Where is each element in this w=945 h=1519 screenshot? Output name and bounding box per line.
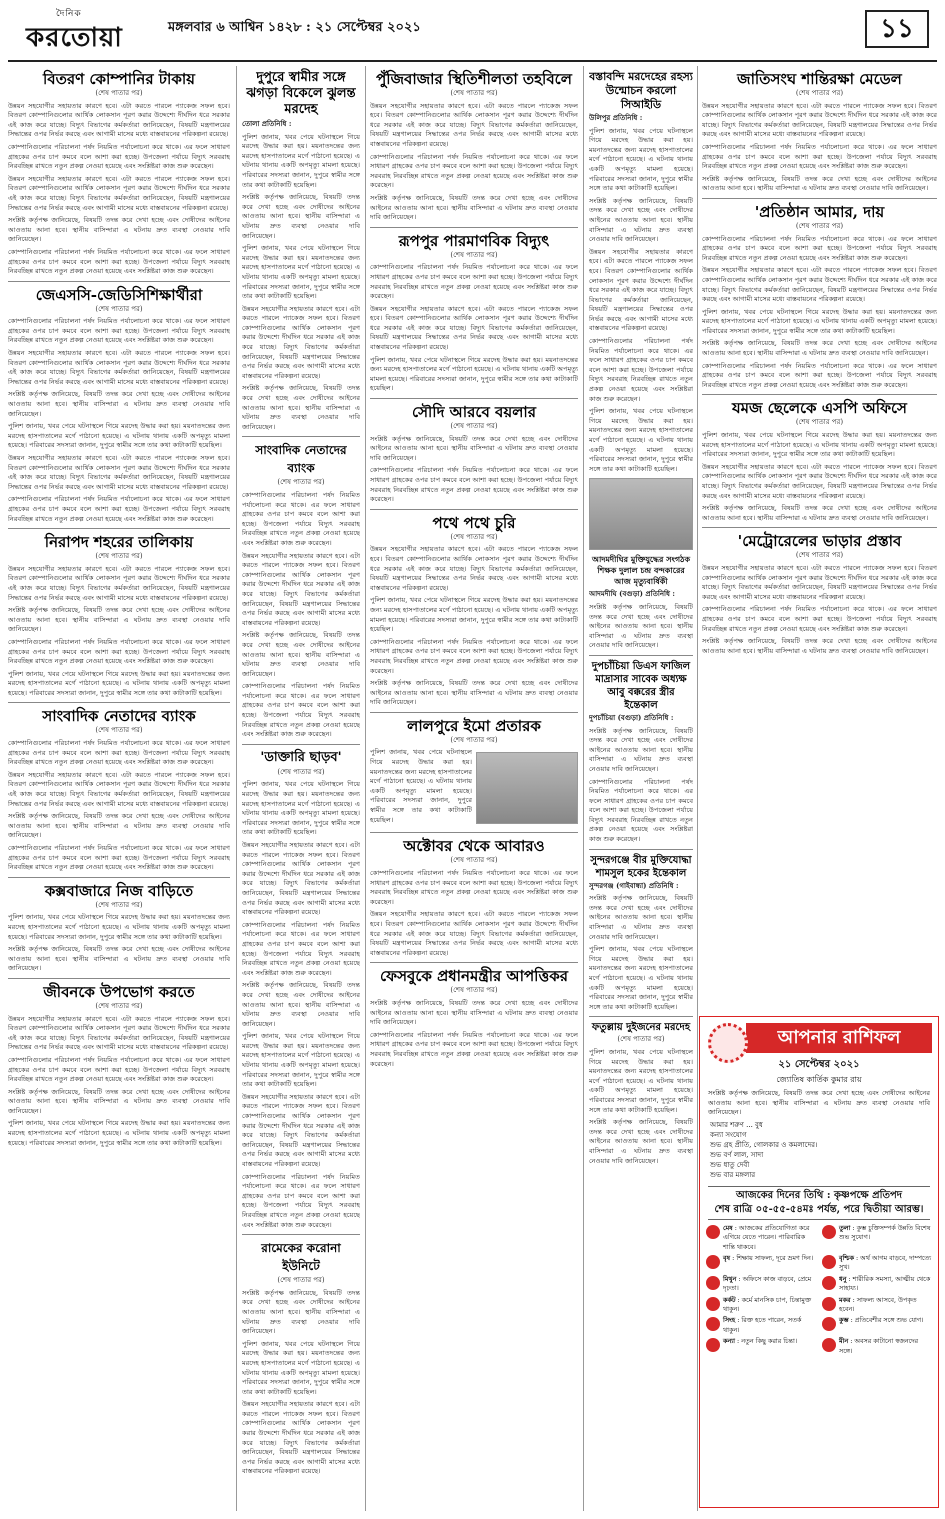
article-text: পুলিশ জানায়, খবর পেয়ে ঘটনাস্থলে গিয়ে মরদেহ উদ্ধার করা হয়। ময়নাতদন্তের জন্য মরদেহ হাসপাতালের মর্গে পাঠানো হয়েছে। এ ঘটনায় থানায় একটি অপমৃত্যু মামলা হয়েছে। পরিবারের সদস্যরা জানান, দুপুরে স্বামীর সঙ্গে তার কথা কাটাকাটি হয়েছিল। <box>8 669 230 697</box>
article-text: উন্নয়ন সহযোগীর সহায়তার কারণে হবে। এটা করতে পারলে প্যাকেজ সফল হবে। বিতরণ কোম্পানিগুলোর আর্থিক লোকসান পূরণ করার উদ্দেশ্যে দীর্ঘদিন ধরে সরকার এই কাজ করে যাচ্ছে। বিদ্যুৎ বিভাগের কর্মকর্তারা জানিয়েছেন, বিষয়টি মন্ত্রণালয়ের সিদ্ধান্তের ওপর নির্ভর করছে এবং আগামী মাসের মধ্যে বাস্তবায়নের পরিকল্পনা রয়েছে। <box>702 101 937 139</box>
zodiac-sign: সিংহ : রিক্ত হতে পারেন, সতর্ক থাকুন। <box>706 1316 816 1335</box>
article-text: সংশ্লিষ্ট কর্তৃপক্ষ জানিয়েছে, বিষয়টি তদন্ত করে দেখা হচ্ছে এবং দোষীদের আইনের আওতায় আনা হবে। স্থানীয় বাসিন্দারা এ ঘটনায় দ্রুত ব্যবস্থা নেওয়ার দাবি জানিয়েছেন। <box>702 637 937 655</box>
continued-note: (শেষ পাতার পর) <box>277 478 325 487</box>
article-text: সংশ্লিষ্ট কর্তৃপক্ষ জানিয়েছে, বিষয়টি তদন্ত করে দেখা হচ্ছে এবং দোষীদের আইনের আওতায় আনা হবে। স্থানীয় বাসিন্দারা এ ঘটনায় দ্রুত ব্যবস্থা নেওয়ার দাবি জানিয়েছেন। <box>702 504 937 522</box>
divider <box>8 702 230 703</box>
headline: নিরাপদ শহরের তালিকায় <box>44 533 194 552</box>
sign-text: আজকের প্রতিযোগিতা করে এগিয়ে যেতে পারেন। পারিবারিক শান্তি থাকবে। <box>723 1223 810 1251</box>
article-text: কোম্পানিগুলোর পরিচালনা পর্ষদ নিয়মিত পর্যালোচনা করে থাকে। এর ফলে সাধারণ গ্রাহকের ওপর চাপ কমবে বলে আশা করা হচ্ছে। উপজেলা পর্যায়ে বিদ্যুৎ সরবরাহ নিরবচ্ছিন্ন রাখতে নতুন প্রকল্প নেওয়া হয়েছে এবং সংশ্লিষ্টরা কাজ শুরু করেছেন। <box>8 142 230 171</box>
pisces-icon <box>822 1338 836 1352</box>
continued-note: (শেষ পাতার পর) <box>450 532 498 541</box>
article-text: কোম্পানিগুলোর পরিচালনা পর্ষদ নিয়মিত পর্যালোচনা করে থাকে। এর ফলে সাধারণ গ্রাহকের ওপর চাপ কমবে বলে আশা করা হচ্ছে। উপজেলা পর্যায়ে বিদ্যুৎ সরবরাহ নিরবচ্ছিন্ন রাখতে নতুন প্রকল্প নেওয়া হয়েছে এবং সংশ্লিষ্টরা কাজ শুরু করেছেন। <box>589 777 693 844</box>
article-text: কোম্পানিগুলোর পরিচালনা পর্ষদ নিয়মিত পর্যালোচনা করে থাকে। এর ফলে সাধারণ গ্রাহকের ওপর চাপ কমবে বলে আশা করা হচ্ছে। উপজেলা পর্যায়ে বিদ্যুৎ সরবরাহ নিরবচ্ছিন্ন রাখতে নতুন প্রকল্প নেওয়া হয়েছে এবং সংশ্লিষ্টরা কাজ শুরু করেছেন। <box>8 637 230 666</box>
continued-note: (শেষ পাতার পর) <box>795 418 844 427</box>
headline: রূপপুর পারমাণবিক বিদ্যুৎ <box>398 231 550 250</box>
article-text: সংশ্লিষ্ট কর্তৃপক্ষ জানিয়েছে, বিষয়টি তদন্ত করে দেখা হচ্ছে এবং দোষীদের আইনের আওতায় আনা হবে। স্থানীয় বাসিন্দারা এ ঘটনায় দ্রুত ব্যবস্থা নেওয়ার দাবি জানিয়েছেন। <box>242 193 360 240</box>
planet-row: শুভ ধাতু দেবী <box>710 1160 750 1169</box>
article-text: কোম্পানিগুলোর পরিচালনা পর্ষদ নিয়মিত পর্যালোচনা করে থাকে। এর ফলে সাধারণ গ্রাহকের ওপর চাপ কমবে বলে আশা করা হচ্ছে। উপজেলা পর্যায়ে বিদ্যুৎ সরবরাহ নিরবচ্ছিন্ন রাখতে নতুন প্রকল্প নেওয়া হয়েছে এবং সংশ্লিষ্টরা কাজ শুরু করেছেন। <box>8 317 230 345</box>
headline: কক্সবাজারে নিজ বাড়িতে <box>44 881 194 900</box>
article-text: কোম্পানিগুলোর পরিচালনা পর্ষদ নিয়মিত পর্যালোচনা করে থাকে। এর ফলে সাধারণ গ্রাহকের ওপর চাপ কমবে বলে আশা করা হচ্ছে। উপজেলা পর্যায়ে বিদ্যুৎ সরবরাহ নিরবচ্ছিন্ন রাখতে নতুন প্রকল্প নেওয়া হয়েছে এবং সংশ্লিষ্টরা কাজ শুরু করেছেন। <box>8 739 230 767</box>
sign-text: কর্মে মানসিক চাপ, চিন্তামুক্ত থাকুন। <box>723 1295 812 1314</box>
article-text: পুলিশ জানায়, খবর পেয়ে ঘটনাস্থলে গিয়ে মরদেহ উদ্ধার করা হয়। ময়নাতদন্তের জন্য মরদেহ হাসপাতালের মর্গে পাঠানো হয়েছে। এ ঘটনায় থানায় একটি অপমৃত্যু মামলা হয়েছে। পরিবারের সদস্যরা জানান, দুপুরে স্বামীর সঙ্গে তার কথা কাটাকাটি হয়েছিল। <box>370 355 578 393</box>
article-text: সংশ্লিষ্ট কর্তৃপক্ষ জানিয়েছে, বিষয়টি তদন্ত করে দেখা হচ্ছে এবং দোষীদের আইনের আওতায় আনা হবে। স্থানীয় বাসিন্দারা এ ঘটনায় দ্রুত ব্যবস্থা নেওয়ার দাবি জানিয়েছেন। <box>702 174 937 193</box>
article-text: কোম্পানিগুলোর পরিচালনা পর্ষদ নিয়মিত পর্যালোচনা করে থাকে। এর ফলে সাধারণ গ্রাহকের ওপর চাপ কমবে বলে আশা করা হচ্ছে। উপজেলা পর্যায়ে বিদ্যুৎ সরবরাহ নিরবচ্ছিন্ন রাখতে নতুন প্রকল্প নেওয়া হয়েছে এবং সংশ্লিষ্টরা কাজ শুরু করেছেন। <box>702 142 937 171</box>
capricorn-icon <box>822 1297 836 1311</box>
divider <box>589 655 693 656</box>
virgo-icon <box>706 1338 720 1352</box>
article-text: কোম্পানিগুলোর পরিচালনা পর্ষদ নিয়মিত পর্যালোচনা করে থাকে। এর ফলে সাধারণ গ্রাহকের ওপর চাপ কমবে বলে আশা করা হচ্ছে। উপজেলা পর্যায়ে বিদ্যুৎ সরবরাহ নিরবচ্ছিন্ন রাখতে নতুন প্রকল্প নেওয়া হয়েছে এবং সংশ্লিষ্টরা কাজ শুরু করেছেন। <box>8 495 230 523</box>
sign-name: কন্যা <box>723 1337 735 1346</box>
zodiac-sign: কুম্ভ : প্রতিবেশীর সঙ্গে শুভ যোগ। <box>822 1316 932 1335</box>
continued-note: (শেষ পাতার পর) <box>450 986 498 995</box>
logo-small-text: দৈনিক <box>56 9 82 19</box>
cancer-icon <box>706 1297 720 1311</box>
article-text: সংশ্লিষ্ট কর্তৃপক্ষ জানিয়েছে, বিষয়টি তদন্ত করে দেখা হচ্ছে এবং দোষীদের আইনের আওতায় আনা হবে। স্থানীয় বাসিন্দারা এ ঘটনায় দ্রুত ব্যবস্থা নেওয়ার দাবি জানিয়েছেন। <box>8 812 230 840</box>
article-text: কোম্পানিগুলোর পরিচালনা পর্ষদ নিয়মিত পর্যালোচনা করে থাকে। এর ফলে সাধারণ গ্রাহকের ওপর চাপ কমবে বলে আশা করা হচ্ছে। উপজেলা পর্যায়ে বিদ্যুৎ সরবরাহ নিরবচ্ছিন্ন রাখতে নতুন প্রকল্প নেওয়া হয়েছে এবং সংশ্লিষ্টরা কাজ শুরু করেছেন। <box>702 234 937 262</box>
article-text: উন্নয়ন সহযোগীর সহায়তার কারণে হবে। এটা করতে পারলে প্যাকেজ সফল হবে। বিতরণ কোম্পানিগুলোর আর্থিক লোকসান পূরণ করার উদ্দেশ্যে দীর্ঘদিন ধরে সরকার এই কাজ করে যাচ্ছে। বিদ্যুৎ বিভাগের কর্মকর্তারা জানিয়েছেন, বিষয়টি মন্ত্রণালয়ের সিদ্ধান্তের ওপর নির্ভর করছে এবং আগামী মাসের মধ্যে বাস্তবায়নের পরিকল্পনা রয়েছে। <box>8 349 230 386</box>
article-text: পুলিশ জানায়, খবর পেয়ে ঘটনাস্থলে গিয়ে মরদেহ উদ্ধার করা হয়। ময়নাতদন্তের জন্য মরদেহ হাসপাতালের মর্গে পাঠানো হয়েছে। এ ঘটনায় থানায় একটি অপমৃত্যু মামলা হয়েছে। পরিবারের সদস্যরা জানান, দুপুরে স্বামীর সঙ্গে তার কথা কাটাকাটি হয়েছিল। <box>589 945 693 1011</box>
tithi-line: শেষ রাত্রি ০৫-৫৫-৫৪মঃ পর্যন্ত, পরে দ্বিতীয়া আরম্ভ। <box>714 1203 924 1215</box>
headline: অক্টোবর থেকে আবারও <box>403 837 545 856</box>
zodiac-sign: মেষ : আজকের প্রতিযোগিতা করে এগিয়ে যেতে পারেন। পারিবারিক শান্তি থাকবে। <box>706 1224 816 1252</box>
continued-note: (শেষ পাতার পর) <box>95 726 143 735</box>
article-text: পুলিশ জানায়, খবর পেয়ে ঘটনাস্থলে গিয়ে মরদেহ উদ্ধার করা হয়। ময়নাতদন্তের জন্য মরদেহ হাসপাতালের মর্গে পাঠানো হয়েছে। এ ঘটনায় থানায় একটি অপমৃত্যু মামলা হয়েছে। পরিবারের সদস্যরা জানান, দুপুরে স্বামীর সঙ্গে তার কথা কাটাকাটি হয়েছিল। <box>589 407 693 473</box>
divider <box>242 1234 360 1235</box>
divider <box>370 962 578 963</box>
article-text: পুলিশ জানায়, খবর পেয়ে ঘটনাস্থলে গিয়ে মরদেহ উদ্ধার করা হয়। ময়নাতদন্তের জন্য মরদেহ হাসপাতালের মর্গে পাঠানো হয়েছে। এ ঘটনায় থানায় একটি অপমৃত্যু মামলা হয়েছে। পরিবারের সদস্যরা জানান, দুপুরে স্বামীর সঙ্গে তার কথা কাটাকাটি হয়েছিল। <box>242 132 360 189</box>
zodiac-sign: বৃশ্চিক : অর্থ আগম বাড়বে, দাম্পত্যে সুখ। <box>822 1254 932 1273</box>
article-text: পুলিশ জানায়, খবর পেয়ে ঘটনাস্থলে গিয়ে মরদেহ উদ্ধার করা হয়। ময়নাতদন্তের জন্য মরদেহ হাসপাতালের মর্গে পাঠানো হয়েছে। এ ঘটনায় থানায় একটি অপমৃত্যু মামলা হয়েছে। পরিবারের সদস্যরা জানান, দুপুরে স্বামীর সঙ্গে তার কথা কাটাকাটি হয়েছিল। <box>589 1047 693 1114</box>
article-text: উন্নয়ন সহযোগীর সহায়তার কারণে হবে। এটা করতে পারলে প্যাকেজ সফল হবে। বিতরণ কোম্পানিগুলোর আর্থিক লোকসান পূরণ করার উদ্দেশ্যে দীর্ঘদিন ধরে সরকার এই কাজ করে যাচ্ছে। বিদ্যুৎ বিভাগের কর্মকর্তারা জানিয়েছেন, বিষয়টি মন্ত্রণালয়ের সিদ্ধান্তের ওপর নির্ভর করছে এবং আগামী মাসের মধ্যে বাস্তবায়নের পরিকল্পনা রয়েছে। <box>370 101 578 148</box>
article-text: উন্নয়ন সহযোগীর সহায়তার কারণে হবে। এটা করতে পারলে প্যাকেজ সফল হবে। বিতরণ কোম্পানিগুলোর আর্থিক লোকসান পূরণ করার উদ্দেশ্যে দীর্ঘদিন ধরে সরকার এই কাজ করে যাচ্ছে। বিদ্যুৎ বিভাগের কর্মকর্তারা জানিয়েছেন, বিষয়টি মন্ত্রণালয়ের সিদ্ধান্তের ওপর নির্ভর করছে এবং আগামী মাসের মধ্যে বাস্তবায়নের পরিকল্পনা রয়েছে। <box>8 454 230 491</box>
article-text: পুলিশ জানায়, খবর পেয়ে ঘটনাস্থলে গিয়ে মরদেহ উদ্ধার করা হয়। ময়নাতদন্তের জন্য মরদেহ হাসপাতালের মর্গে পাঠানো হয়েছে। এ ঘটনায় থানায় একটি অপমৃত্যু মামলা হয়েছে। পরিবারের সদস্যরা জানান, দুপুরে স্বামীর সঙ্গে তার কথা কাটাকাটি হয়েছিল। <box>8 913 230 941</box>
byline: সুন্দরগঞ্জ (গাইবান্ধা) প্রতিনিধি : <box>589 880 679 890</box>
article-text: উন্নয়ন সহযোগীর সহায়তার কারণে হবে। এটা করতে পারলে প্যাকেজ সফল হবে। বিতরণ কোম্পানিগুলোর আর্থিক লোকসান পূরণ করার উদ্দেশ্যে দীর্ঘদিন ধরে সরকার এই কাজ করে যাচ্ছে। বিদ্যুৎ বিভাগের কর্মকর্তারা জানিয়েছেন, বিষয়টি মন্ত্রণালয়ের সিদ্ধান্তের ওপর নির্ভর করছে এবং আগামী মাসের মধ্যে বাস্তবায়নের পরিকল্পনা রয়েছে। <box>8 101 230 139</box>
continued-note: (শেষ পাতার পর) <box>95 552 143 561</box>
article-text: উন্নয়ন সহযোগীর সহায়তার কারণে হবে। এটা করতে পারলে প্যাকেজ সফল হবে। বিতরণ কোম্পানিগুলোর আর্থিক লোকসান পূরণ করার উদ্দেশ্যে দীর্ঘদিন ধরে সরকার এই কাজ করে যাচ্ছে। বিদ্যুৎ বিভাগের কর্মকর্তারা জানিয়েছেন, বিষয়টি মন্ত্রণালয়ের সিদ্ধান্তের ওপর নির্ভর করছে এবং আগামী মাসের মধ্যে বাস্তবায়নের পরিকল্পনা রয়েছে। <box>242 841 360 917</box>
article-text: সংশ্লিষ্ট কর্তৃপক্ষ জানিয়েছে, বিষয়টি তদন্ত করে দেখা হচ্ছে এবং দোষীদের আইনের আওতায় আনা হবে। স্থানীয় বাসিন্দারা এ ঘটনায় দ্রুত ব্যবস্থা নেওয়ার দাবি জানিয়েছেন। <box>8 1087 230 1115</box>
headline: বস্তাবন্দি মরদেহের রহস্য উন্মোচন করলো সিআইডি <box>589 70 693 111</box>
horoscope-box <box>699 1016 939 1508</box>
sign-name: বৃশ্চিক <box>839 1254 854 1262</box>
sign-name: মকর <box>839 1295 851 1304</box>
zodiac-sign: তুলা : কুম্ভ চুক্তিসম্পর্ক উন্নতি বিশেষ শুভ সুযোগ। <box>822 1224 932 1252</box>
article-text: উন্নয়ন সহযোগীর সহায়তার কারণে হবে। এটা করতে পারলে প্যাকেজ সফল হবে। বিতরণ কোম্পানিগুলোর আর্থিক লোকসান পূরণ করার উদ্দেশ্যে দীর্ঘদিন ধরে সরকার এই কাজ করে যাচ্ছে। বিদ্যুৎ বিভাগের কর্মকর্তারা জানিয়েছেন, বিষয়টি মন্ত্রণালয়ের সিদ্ধান্তের ওপর নির্ভর করছে এবং আগামী মাসের মধ্যে বাস্তবায়নের পরিকল্পনা রয়েছে। <box>589 247 693 333</box>
column-1 <box>8 66 230 1511</box>
planet-row: কন্যা সংযোগ <box>710 1130 747 1139</box>
divider <box>589 849 693 850</box>
article-text: পুলিশ জানায়, খবর পেয়ে ঘটনাস্থলে গিয়ে মরদেহ উদ্ধার করা হয়। ময়নাতদন্তের জন্য মরদেহ হাসপাতালের মর্গে পাঠানো হয়েছে। এ ঘটনায় থানায় একটি অপমৃত্যু মামলা হয়েছে। পরিবারের সদস্যরা জানান, দুপুরে স্বামীর সঙ্গে তার কথা কাটাকাটি হয়েছিল। <box>8 1119 230 1147</box>
continued-note: (শেষ পাতার পর) <box>95 1001 143 1010</box>
divider <box>370 227 578 228</box>
article-text: সংশ্লিষ্ট কর্তৃপক্ষ জানিয়েছে, বিষয়টি তদন্ত করে দেখা হচ্ছে এবং দোষীদের আইনের আওতায় আনা হবে। স্থানীয় বাসিন্দারা এ ঘটনায় দ্রুত ব্যবস্থা নেওয়ার দাবি জানিয়েছেন। <box>242 1288 360 1336</box>
sign-name: কর্কট <box>723 1295 736 1304</box>
column-2 <box>242 66 360 1511</box>
byline: আদমদীঘি (বগুড়া) প্রতিনিধি : <box>589 589 675 599</box>
tithi-title: আজকের দিনের তিথি : কৃষ্ণপক্ষে প্রতিপদ <box>736 1189 902 1201</box>
article-text: সংশ্লিষ্ট কর্তৃপক্ষ জানিয়েছে, বিষয়টি তদন্ত করে দেখা হচ্ছে এবং দোষীদের আইনের আওতায় আনা হবে। স্থানীয় বাসিন্দারা এ ঘটনায় দ্রুত ব্যবস্থা নেওয়ার দাবি জানিয়েছেন। <box>370 434 578 462</box>
imo-story-row <box>370 748 578 828</box>
aries-icon <box>706 1225 720 1239</box>
divider <box>370 712 578 713</box>
headline: ফেসবুকে প্রধানমন্ত্রীর আপত্তিকর <box>380 967 568 986</box>
headline: দুপুরে স্বামীর সঙ্গে ঝগড়া বিকেলে ঝুলন্ত মরদেহ <box>246 70 356 117</box>
divider <box>702 527 937 528</box>
imo-story-text <box>370 748 472 828</box>
article-text: পুলিশ জানায়, খবর পেয়ে ঘটনাস্থলে গিয়ে মরদেহ উদ্ধার করা হয়। ময়নাতদন্তের জন্য মরদেহ হাসপাতালের মর্গে পাঠানো হয়েছে। এ ঘটনায় থানায় একটি অপমৃত্যু মামলা হয়েছে। পরিবারের সদস্যরা জানান, দুপুরে স্বামীর সঙ্গে তার কথা কাটাকাটি হয়েছিল। <box>702 431 937 459</box>
leo-icon <box>706 1317 720 1331</box>
continued-note: (শেষ পাতার পর) <box>95 89 143 97</box>
logo-text: করতোয়া <box>26 23 123 53</box>
continued-note: (শেষ পাতার পর) <box>450 250 498 259</box>
continued-note: (শেষ পাতার পর) <box>450 89 498 97</box>
zodiac-wheel-icon <box>708 1023 748 1063</box>
divider <box>8 877 230 878</box>
portrait-photo <box>589 478 693 550</box>
article-text: কোম্পানিগুলোর পরিচালনা পর্ষদ নিয়মিত পর্যালোচনা করে থাকে। এর ফলে সাধারণ গ্রাহকের ওপর চাপ কমবে বলে আশা করা হচ্ছে। উপজেলা পর্যায়ে বিদ্যুৎ সরবরাহ নিরবচ্ছিন্ন রাখতে নতুন প্রকল্প নেওয়া হয়েছে এবং সংশ্লিষ্টরা কাজ শুরু করেছেন। <box>242 920 360 977</box>
sagittarius-icon <box>822 1276 836 1290</box>
article-text: উন্নয়ন সহযোগীর সহায়তার কারণে হবে। এটা করতে পারলে প্যাকেজ সফল হবে। বিতরণ কোম্পানিগুলোর আর্থিক লোকসান পূরণ করার উদ্দেশ্যে দীর্ঘদিন ধরে সরকার এই কাজ করে যাচ্ছে। বিদ্যুৎ বিভাগের কর্মকর্তারা জানিয়েছেন, বিষয়টি মন্ত্রণালয়ের সিদ্ধান্তের ওপর নির্ভর করছে এবং আগামী মাসের মধ্যে বাস্তবায়নের পরিকল্পনা রয়েছে। <box>370 545 578 592</box>
article-text: পুলিশ জানায়, খবর পেয়ে ঘটনাস্থলে গিয়ে মরদেহ উদ্ধার করা হয়। ময়নাতদন্তের জন্য মরদেহ হাসপাতালের মর্গে পাঠানো হয়েছে। এ ঘটনায় থানায় একটি অপমৃত্যু মামলা হয়েছে। পরিবারের সদস্যরা জানান, দুপুরে স্বামীর সঙ্গে তার কথা কাটাকাটি হয়েছিল। <box>242 244 360 301</box>
article-text: পুলিশ জানায়, খবর পেয়ে ঘটনাস্থলে গিয়ে মরদেহ উদ্ধার করা হয়। ময়নাতদন্তের জন্য মরদেহ হাসপাতালের মর্গে পাঠানো হয়েছে। এ ঘটনায় থানায় একটি অপমৃত্যু মামলা হয়েছে। পরিবারের সদস্যরা জানান, দুপুরে স্বামীর সঙ্গে তার কথা কাটাকাটি হয়েছিল। <box>242 1339 360 1396</box>
zodiac-sign: কর্কট : কর্মে মানসিক চাপ, চিন্তামুক্ত থাকুন। <box>706 1296 816 1315</box>
divider <box>8 978 230 979</box>
divider <box>370 509 578 510</box>
sign-text: সাফল্য আসবে, উপকৃত হবেন। <box>839 1295 917 1314</box>
planet-row: আমার শরুণ ... বুধ <box>710 1120 763 1129</box>
article-text: উন্নয়ন সহযোগীর সহায়তার কারণে হবে। এটা করতে পারলে প্যাকেজ সফল হবে। বিতরণ কোম্পানিগুলোর আর্থিক লোকসান পূরণ করার উদ্দেশ্যে দীর্ঘদিন ধরে সরকার এই কাজ করে যাচ্ছে। বিদ্যুৎ বিভাগের কর্মকর্তারা জানিয়েছেন, বিষয়টি মন্ত্রণালয়ের সিদ্ধান্তের ওপর নির্ভর করছে এবং আগামী মাসের মধ্যে বাস্তবায়নের পরিকল্পনা রয়েছে। <box>8 174 230 212</box>
column-3 <box>370 66 578 1511</box>
article-text: পুলিশ জানায়, খবর পেয়ে ঘটনাস্থলে গিয়ে মরদেহ উদ্ধার করা হয়। ময়নাতদন্তের জন্য মরদেহ হাসপাতালের মর্গে পাঠানো হয়েছে। এ ঘটনায় থানায় একটি অপমৃত্যু মামলা হয়েছে। পরিবারের সদস্যরা জানান, দুপুরে স্বামীর সঙ্গে তার কথা কাটাকাটি হয়েছিল। <box>242 1032 360 1089</box>
article-text: সংশ্লিষ্ট কর্তৃপক্ষ জানিয়েছে, বিষয়টি তদন্ত করে দেখা হচ্ছে এবং দোষীদের আইনের আওতায় আনা হবে। স্থানীয় বাসিন্দারা এ ঘটনায় দ্রুত ব্যবস্থা নেওয়ার দাবি জানিয়েছেন। <box>589 726 693 773</box>
continued-note: (শেষ পাতার পর) <box>450 422 498 431</box>
article-text: কোম্পানিগুলোর পরিচালনা পর্ষদ নিয়মিত পর্যালোচনা করে থাকে। এর ফলে সাধারণ গ্রাহকের ওপর চাপ কমবে বলে আশা করা হচ্ছে। উপজেলা পর্যায়ে বিদ্যুৎ সরবরাহ নিরবচ্ছিন্ন রাখতে নতুন প্রকল্প নেওয়া হয়েছে এবং সংশ্লিষ্টরা কাজ শুরু করেছেন। <box>370 869 578 906</box>
divider <box>370 832 578 833</box>
article-text: উন্নয়ন সহযোগীর সহায়তার কারণে হবে। এটা করতে পারলে প্যাকেজ সফল হবে। বিতরণ কোম্পানিগুলোর আর্থিক লোকসান পূরণ করার উদ্দেশ্যে দীর্ঘদিন ধরে সরকার এই কাজ করে যাচ্ছে। বিদ্যুৎ বিভাগের কর্মকর্তারা জানিয়েছেন, বিষয়টি মন্ত্রণালয়ের সিদ্ধান্তের ওপর নির্ভর করছে এবং আগামী মাসের মধ্যে বাস্তবায়নের পরিকল্পনা রয়েছে। <box>242 551 360 627</box>
article-text: উন্নয়ন সহযোগীর সহায়তার কারণে হবে। এটা করতে পারলে প্যাকেজ সফল হবে। বিতরণ কোম্পানিগুলোর আর্থিক লোকসান পূরণ করার উদ্দেশ্যে দীর্ঘদিন ধরে সরকার এই কাজ করে যাচ্ছে। বিদ্যুৎ বিভাগের কর্মকর্তারা জানিয়েছেন, বিষয়টি মন্ত্রণালয়ের সিদ্ধান্তের ওপর নির্ভর করছে এবং আগামী মাসের মধ্যে বাস্তবায়নের পরিকল্পনা রয়েছে। <box>242 304 360 380</box>
continued-note: (শেষ পাতার পর) <box>277 1276 325 1285</box>
headline: 'ডাক্তারি ছাড়ব' <box>260 749 342 765</box>
article-text: উন্নয়ন সহযোগীর সহায়তার কারণে হবে। এটা করতে পারলে প্যাকেজ সফল হবে। বিতরণ কোম্পানিগুলোর আর্থিক লোকসান পূরণ করার উদ্দেশ্যে দীর্ঘদিন ধরে সরকার এই কাজ করে যাচ্ছে। বিদ্যুৎ বিভাগের কর্মকর্তারা জানিয়েছেন, বিষয়টি মন্ত্রণালয়ের সিদ্ধান্তের ওপর নির্ভর করছে এবং আগামী মাসের মধ্যে বাস্তবায়নের পরিকল্পনা রয়েছে। <box>370 910 578 957</box>
article-text: কোম্পানিগুলোর পরিচালনা পর্ষদ নিয়মিত পর্যালোচনা করে থাকে। এর ফলে সাধারণ গ্রাহকের ওপর চাপ কমবে বলে আশা করা হচ্ছে। উপজেলা পর্যায়ে বিদ্যুৎ সরবরাহ নিরবচ্ছিন্ন রাখতে নতুন প্রকল্প নেওয়া হয়েছে এবং সংশ্লিষ্টরা কাজ শুরু করেছেন। <box>370 637 578 675</box>
article-text: কোম্পানিগুলোর পরিচালনা পর্ষদ নিয়মিত পর্যালোচনা করে থাকে। এর ফলে সাধারণ গ্রাহকের ওপর চাপ কমবে বলে আশা করা হচ্ছে। উপজেলা পর্যায়ে বিদ্যুৎ সরবরাহ নিরবচ্ছিন্ন রাখতে নতুন প্রকল্প নেওয়া হয়েছে এবং সংশ্লিষ্টরা কাজ শুরু করেছেন। <box>8 247 230 276</box>
article-text: সংশ্লিষ্ট কর্তৃপক্ষ জানিয়েছে, বিষয়টি তদন্ত করে দেখা হচ্ছে এবং দোষীদের আইনের আওতায় আনা হবে। স্থানীয় বাসিন্দারা এ ঘটনায় দ্রুত ব্যবস্থা নেওয়ার দাবি জানিয়েছেন। <box>242 981 360 1028</box>
headline: পুঁজিবাজার স্থিতিশীলতা তহবিলে <box>376 70 572 88</box>
article-text: উন্নয়ন সহযোগীর সহায়তার কারণে হবে। এটা করতে পারলে প্যাকেজ সফল হবে। বিতরণ কোম্পানিগুলোর আর্থিক লোকসান পূরণ করার উদ্দেশ্যে দীর্ঘদিন ধরে সরকার এই কাজ করে যাচ্ছে। বিদ্যুৎ বিভাগের কর্মকর্তারা জানিয়েছেন, বিষয়টি মন্ত্রণালয়ের সিদ্ধান্তের ওপর নির্ভর করছে এবং আগামী মাসের মধ্যে বাস্তবায়নের পরিকল্পনা রয়েছে। <box>702 462 937 500</box>
column-rule <box>697 66 698 1511</box>
article-text: উন্নয়ন সহযোগীর সহায়তার কারণে হবে। এটা করতে পারলে প্যাকেজ সফল হবে। বিতরণ কোম্পানিগুলোর আর্থিক লোকসান পূরণ করার উদ্দেশ্যে দীর্ঘদিন ধরে সরকার এই কাজ করে যাচ্ছে। বিদ্যুৎ বিভাগের কর্মকর্তারা জানিয়েছেন, বিষয়টি মন্ত্রণালয়ের সিদ্ধান্তের ওপর নির্ভর করছে এবং আগামী মাসের মধ্যে বাস্তবায়নের পরিকল্পনা রয়েছে। <box>8 770 230 808</box>
dateline: মঙ্গলবার ৬ আশ্বিন ১৪২৮ : ২১ সেপ্টেম্বর ২০২১ <box>168 20 421 35</box>
scorpio-icon <box>822 1255 836 1269</box>
headline: রামেকের করোনা ইউনিটে <box>261 1241 341 1274</box>
zodiac-sign: মীন : অবসর কাটানো স্বজনদের সঙ্গে। <box>822 1337 932 1356</box>
page-number: ১১ <box>865 10 929 48</box>
zodiac-sign: কন্যা : নতুন কিছু করার চিন্তা। <box>706 1337 816 1356</box>
sign-name: মেষ <box>723 1223 733 1232</box>
article-text: পুলিশ জানায়, খবর পেয়ে ঘটনাস্থলে গিয়ে মরদেহ উদ্ধার করা হয়। ময়নাতদন্তের জন্য মরদেহ হাসপাতালের মর্গে পাঠানো হয়েছে। এ ঘটনায় থানায় একটি অপমৃত্যু মামলা হয়েছে। পরিবারের সদস্যরা জানান, দুপুরে স্বামীর সঙ্গে তার কথা কাটাকাটি হয়েছিল। <box>242 780 360 837</box>
continued-note: (শেষ পাতার পর) <box>795 551 844 560</box>
article-text: কোম্পানিগুলোর পরিচালনা পর্ষদ নিয়মিত পর্যালোচনা করে থাকে। এর ফলে সাধারণ গ্রাহকের ওপর চাপ কমবে বলে আশা করা হচ্ছে। উপজেলা পর্যায়ে বিদ্যুৎ সরবরাহ নিরবচ্ছিন্ন রাখতে নতুন প্রকল্প নেওয়া হয়েছে এবং সংশ্লিষ্টরা কাজ শুরু করেছেন। <box>370 466 578 504</box>
sign-text: নতুন কিছু করার চিন্তা। <box>741 1337 798 1346</box>
zodiac-grid <box>700 1224 938 1356</box>
column-5 <box>702 66 937 1011</box>
sign-text: অফিসে কাজ বাড়বে, প্রেমে দৃঢ়তা। <box>723 1274 812 1293</box>
article-text: কোম্পানিগুলোর পরিচালনা পর্ষদ নিয়মিত পর্যালোচনা করে থাকে। এর ফলে সাধারণ গ্রাহকের ওপর চাপ কমবে বলে আশা করা হচ্ছে। উপজেলা পর্যায়ে বিদ্যুৎ সরবরাহ নিরবচ্ছিন্ন রাখতে নতুন প্রকল্প নেওয়া হয়েছে এবং সংশ্লিষ্টরা কাজ শুরু করেছেন। <box>702 361 937 389</box>
article-text: কোম্পানিগুলোর পরিচালনা পর্ষদ নিয়মিত পর্যালোচনা করে থাকে। এর ফলে সাধারণ গ্রাহকের ওপর চাপ কমবে বলে আশা করা হচ্ছে। উপজেলা পর্যায়ে বিদ্যুৎ সরবরাহ নিরবচ্ছিন্ন রাখতে নতুন প্রকল্প নেওয়া হয়েছে এবং সংশ্লিষ্টরা কাজ শুরু করেছেন। <box>370 263 578 301</box>
sign-name: বৃষ <box>723 1254 731 1262</box>
sign-name: কুম্ভ <box>839 1316 849 1325</box>
article-text: কোম্পানিগুলোর পরিচালনা পর্ষদ নিয়মিত পর্যালোচনা করে থাকে। এর ফলে সাধারণ গ্রাহকের ওপর চাপ কমবে বলে আশা করা হচ্ছে। উপজেলা পর্যায়ে বিদ্যুৎ সরবরাহ নিরবচ্ছিন্ন রাখতে নতুন প্রকল্প নেওয়া হয়েছে এবং সংশ্লিষ্টরা কাজ শুরু করেছেন। <box>8 844 230 872</box>
headline: সৌদি আরবে বয়লার <box>412 403 536 422</box>
headline: সাংবাদিক নেতাদের ব্যাংক <box>42 707 196 726</box>
headline: সুন্দরগঞ্জে বীর মুক্তিযোদ্ধা শামসুল হকের ইন্তেকাল <box>590 854 692 879</box>
article-text: কোম্পানিগুলোর পরিচালনা পর্ষদ নিয়মিত পর্যালোচনা করে থাকে। এর ফলে সাধারণ গ্রাহকের ওপর চাপ কমবে বলে আশা করা হচ্ছে। উপজেলা পর্যায়ে বিদ্যুৎ সরবরাহ নিরবচ্ছিন্ন রাখতে নতুন প্রকল্প নেওয়া হয়েছে এবং সংশ্লিষ্টরা কাজ শুরু করেছেন। <box>370 1030 578 1068</box>
article-text: উন্নয়ন সহযোগীর সহায়তার কারণে হবে। এটা করতে পারলে প্যাকেজ সফল হবে। বিতরণ কোম্পানিগুলোর আর্থিক লোকসান পূরণ করার উদ্দেশ্যে দীর্ঘদিন ধরে সরকার এই কাজ করে যাচ্ছে। বিদ্যুৎ বিভাগের কর্মকর্তারা জানিয়েছেন, বিষয়টি মন্ত্রণালয়ের সিদ্ধান্তের ওপর নির্ভর করছে এবং আগামী মাসের মধ্যে বাস্তবায়নের পরিকল্পনা রয়েছে। <box>702 266 937 304</box>
planet-row: শুভ গ্রহ প্রীতি, গোলকার ও কমলাদের। <box>710 1140 818 1149</box>
taurus-icon <box>706 1255 720 1269</box>
article-text: পুলিশ জানায়, খবর পেয়ে ঘটনাস্থলে গিয়ে মরদেহ উদ্ধার করা হয়। ময়নাতদন্তের জন্য মরদেহ হাসপাতালের মর্গে পাঠানো হয়েছে। এ ঘটনায় থানায় একটি অপমৃত্যু মামলা হয়েছে। পরিবারের সদস্যরা জানান, দুপুরে স্বামীর সঙ্গে তার কথা কাটাকাটি হয়েছিল। <box>702 307 937 335</box>
planet-list <box>700 1120 938 1180</box>
article-text: কোম্পানিগুলোর পরিচালনা পর্ষদ নিয়মিত পর্যালোচনা করে থাকে। এর ফলে সাধারণ গ্রাহকের ওপর চাপ কমবে বলে আশা করা হচ্ছে। উপজেলা পর্যায়ে বিদ্যুৎ সরবরাহ নিরবচ্ছিন্ন রাখতে নতুন প্রকল্প নেওয়া হয়েছে এবং সংশ্লিষ্টরা কাজ শুরু করেছেন। <box>370 152 578 190</box>
article-text: কোম্পানিগুলোর পরিচালনা পর্ষদ নিয়মিত পর্যালোচনা করে থাকে। এর ফলে সাধারণ গ্রাহকের ওপর চাপ কমবে বলে আশা করা হচ্ছে। উপজেলা পর্যায়ে বিদ্যুৎ সরবরাহ নিরবচ্ছিন্ন রাখতে নতুন প্রকল্প নেওয়া হয়েছে এবং সংশ্লিষ্টরা কাজ শুরু করেছেন। <box>589 337 693 403</box>
article-text: কোম্পানিগুলোর পরিচালনা পর্ষদ নিয়মিত পর্যালোচনা করে থাকে। এর ফলে সাধারণ গ্রাহকের ওপর চাপ কমবে বলে আশা করা হচ্ছে। উপজেলা পর্যায়ে বিদ্যুৎ সরবরাহ নিরবচ্ছিন্ন রাখতে নতুন প্রকল্প নেওয়া হয়েছে এবং সংশ্লিষ্টরা কাজ শুরু করেছেন। <box>8 1055 230 1084</box>
headline: বিতরণ কোম্পানির টাকায় <box>42 70 196 88</box>
article-text: সংশ্লিষ্ট কর্তৃপক্ষ জানিয়েছে, বিষয়টি তদন্ত করে দেখা হচ্ছে এবং দোষীদের আইনের আওতায় আনা হবে। স্থানীয় বাসিন্দারা এ ঘটনায় দ্রুত ব্যবস্থা নেওয়ার দাবি জানিয়েছেন। <box>370 999 578 1027</box>
article-text: সংশ্লিষ্ট কর্তৃপক্ষ জানিয়েছে, বিষয়টি তদন্ত করে দেখা হচ্ছে এবং দোষীদের আইনের আওতায় আনা হবে। স্থানীয় বাসিন্দারা এ ঘটনায় দ্রুত ব্যবস্থা নেওয়ার দাবি জানিয়েছেন। <box>242 384 360 431</box>
sign-name: মিথুন <box>723 1274 737 1283</box>
sign-text: কুম্ভ চুক্তিসম্পর্ক উন্নতি বিশেষ শুভ সুযোগ। <box>839 1223 931 1242</box>
headline: সাংবাদিক নেতাদের ব্যাংক <box>255 443 347 476</box>
continued-note: (শেষ পাতার পর) <box>277 767 325 776</box>
continued-note: (শেষ পাতার পর) <box>450 856 498 865</box>
divider <box>8 528 230 529</box>
astrologer-name: জ্যোতিষ কার্তিক কুমার রায় <box>776 1075 862 1084</box>
article-text: সংশ্লিষ্ট কর্তৃপক্ষ জানিয়েছে, বিষয়টি তদন্ত করে দেখা হচ্ছে এবং দোষীদের আইনের আওতায় আনা হবে। স্থানীয় বাসিন্দারা এ ঘটনায় দ্রুত ব্যবস্থা নেওয়ার দাবি জানিয়েছেন। <box>8 390 230 418</box>
zodiac-sign: মকর : সাফল্য আসবে, উপকৃত হবেন। <box>822 1296 932 1315</box>
sign-text: শারীরিক সমস্যা, আত্মীয় থেকে সাহায্য। <box>839 1274 931 1293</box>
article-text: উন্নয়ন সহযোগীর সহায়তার কারণে হবে। এটা করতে পারলে প্যাকেজ সফল হবে। বিতরণ কোম্পানিগুলোর আর্থিক লোকসান পূরণ করার উদ্দেশ্যে দীর্ঘদিন ধরে সরকার এই কাজ করে যাচ্ছে। বিদ্যুৎ বিভাগের কর্মকর্তারা জানিয়েছেন, বিষয়টি মন্ত্রণালয়ের সিদ্ধান্তের ওপর নির্ভর করছে এবং আগামী মাসের মধ্যে বাস্তবায়নের পরিকল্পনা রয়েছে। <box>242 1400 360 1476</box>
sign-name: তুলা <box>839 1223 851 1232</box>
byline: দুপচাঁচিয়া (বগুড়া) প্রতিনিধি : <box>589 712 674 722</box>
headline: জীবনকে উপভোগ করতে <box>43 982 195 1001</box>
article-text: পুলিশ জানায়, খবর পেয়ে ঘটনাস্থলে গিয়ে মরদেহ উদ্ধার করা হয়। ময়নাতদন্তের জন্য মরদেহ হাসপাতালের মর্গে পাঠানো হয়েছে। এ ঘটনায় থানায় একটি অপমৃত্যু মামলা হয়েছে। পরিবারের সদস্যরা জানান, দুপুরে স্বামীর সঙ্গে তার কথা কাটাকাটি হয়েছিল। <box>370 748 472 824</box>
sign-text: অবসর কাটানো স্বজনদের সঙ্গে। <box>839 1337 919 1355</box>
sign-name: ধনু <box>839 1274 847 1283</box>
article-text: সংশ্লিষ্ট কর্তৃপক্ষ জানিয়েছে, বিষয়টি তদন্ত করে দেখা হচ্ছে এবং দোষীদের আইনের আওতায় আনা হবে। স্থানীয় বাসিন্দারা এ ঘটনায় দ্রুত ব্যবস্থা নেওয়ার দাবি জানিয়েছেন। <box>8 216 230 244</box>
article-text: সংশ্লিষ্ট কর্তৃপক্ষ জানিয়েছে, বিষয়টি তদন্ত করে দেখা হচ্ছে এবং দোষীদের আইনের আওতায় আনা হবে। স্থানীয় বাসিন্দারা এ ঘটনায় দ্রুত ব্যবস্থা নেওয়ার দাবি জানিয়েছেন। <box>589 894 693 941</box>
sign-name: সিংহ <box>723 1316 736 1325</box>
article-text: সংশ্লিষ্ট কর্তৃপক্ষ জানিয়েছে, বিষয়টি তদন্ত করে দেখা হচ্ছে এবং দোষীদের আইনের আওতায় আনা হবে। স্থানীয় বাসিন্দারা এ ঘটনায় দ্রুত ব্যবস্থা নেওয়ার দাবি জানিয়েছেন। <box>8 606 230 634</box>
horoscope-title: আপনার রাশিফল <box>746 1023 932 1053</box>
zodiac-sign: মিথুন : অফিসে কাজ বাড়বে, প্রেমে দৃঢ়তা। <box>706 1275 816 1294</box>
photo-caption: আদমদীঘির মুক্তিযুদ্ধের সংগঠক শিক্ষক দুলাল চন্দ্র বন্দকারের আজ মৃত্যুবার্ষিকী <box>591 554 691 587</box>
sign-name: মীন <box>839 1337 849 1346</box>
column-rule <box>583 66 584 1511</box>
continued-note: (শেষ পাতার পর) <box>95 304 143 313</box>
headline: 'প্রতিষ্ঠান আমার, দায় <box>754 202 885 221</box>
zodiac-sign: বৃষ : শিক্ষায় সাফল্য, দূরে ভ্রমণ দিন। <box>706 1254 816 1273</box>
column-rule <box>365 66 366 1511</box>
article-text: কোম্পানিগুলোর পরিচালনা পর্ষদ নিয়মিত পর্যালোচনা করে থাকে। এর ফলে সাধারণ গ্রাহকের ওপর চাপ কমবে বলে আশা করা হচ্ছে। উপজেলা পর্যায়ে বিদ্যুৎ সরবরাহ নিরবচ্ছিন্ন রাখতে নতুন প্রকল্প নেওয়া হয়েছে এবং সংশ্লিষ্টরা কাজ শুরু করেছেন। <box>242 491 360 547</box>
article-text: পুলিশ জানায়, খবর পেয়ে ঘটনাস্থলে গিয়ে মরদেহ উদ্ধার করা হয়। ময়নাতদন্তের জন্য মরদেহ হাসপাতালের মর্গে পাঠানো হয়েছে। এ ঘটনায় থানায় একটি অপমৃত্যু মামলা হয়েছে। পরিবারের সদস্যরা জানান, দুপুরে স্বামীর সঙ্গে তার কথা কাটাকাটি হয়েছিল। <box>589 126 693 193</box>
headline: লালপুরে ইমো প্রতারক <box>407 716 541 735</box>
continued-note: (শেষ পাতার পর) <box>450 735 498 744</box>
continued-note: (শেষ পাতার পর) <box>795 221 844 230</box>
headline: ফতুল্লায় দুইজনের মরদেহ <box>591 1022 691 1034</box>
article-text: কোম্পানিগুলোর পরিচালনা পর্ষদ নিয়মিত পর্যালোচনা করে থাকে। এর ফলে সাধারণ গ্রাহকের ওপর চাপ কমবে বলে আশা করা হচ্ছে। উপজেলা পর্যায়ে বিদ্যুৎ সরবরাহ নিরবচ্ছিন্ন রাখতে নতুন প্রকল্প নেওয়া হয়েছে এবং সংশ্লিষ্টরা কাজ শুরু করেছেন। <box>702 605 937 633</box>
sign-text: প্রতিবেশীর সঙ্গে শুভ যোগ। <box>854 1316 924 1325</box>
divider <box>8 281 230 282</box>
article-text: সংশ্লিষ্ট কর্তৃপক্ষ জানিয়েছে, বিষয়টি তদন্ত করে দেখা হচ্ছে এবং দোষীদের আইনের আওতায় আনা হবে। স্থানীয় বাসিন্দারা এ ঘটনায় দ্রুত ব্যবস্থা নেওয়ার দাবি জানিয়েছেন। <box>702 339 937 358</box>
byline: তোলা প্রতিনিধি : <box>242 119 292 128</box>
column-rule <box>236 66 237 1511</box>
divider <box>242 744 360 745</box>
article-text: সংশ্লিষ্ট কর্তৃপক্ষ জানিয়েছে, বিষয়টি তদন্ত করে দেখা হচ্ছে এবং দোষীদের আইনের আওতায় আনা হবে। স্থানীয় বাসিন্দারা এ ঘটনায় দ্রুত ব্যবস্থা নেওয়ার দাবি জানিয়েছেন। <box>589 602 693 650</box>
planet-row: শুভ বর্ণ লাল, সাদা <box>710 1150 764 1159</box>
headline: জাতিসংঘ শান্তিরক্ষা মেডেল <box>737 70 902 88</box>
planet-row: শুভ বার মঙ্গলার <box>710 1170 756 1179</box>
article-text: কোম্পানিগুলোর পরিচালনা পর্ষদ নিয়মিত পর্যালোচনা করে থাকে। এর ফলে সাধারণ গ্রাহকের ওপর চাপ কমবে বলে আশা করা হচ্ছে। উপজেলা পর্যায়ে বিদ্যুৎ সরবরাহ নিরবচ্ছিন্ন রাখতে নতুন প্রকল্প নেওয়া হয়েছে এবং সংশ্লিষ্টরা কাজ শুরু করেছেন। <box>242 682 360 739</box>
article-text: সংশ্লিষ্ট কর্তৃপক্ষ জানিয়েছে, বিষয়টি তদন্ত করে দেখা হচ্ছে এবং দোষীদের আইনের আওতায় আনা হবে। স্থানীয় বাসিন্দারা এ ঘটনায় দ্রুত ব্যবস্থা নেওয়ার দাবি জানিয়েছেন। <box>242 631 360 678</box>
continued-note: (শেষ পাতার পর) <box>795 89 844 97</box>
article-text: সংশ্লিষ্ট কর্তৃপক্ষ জানিয়েছে, বিষয়টি তদন্ত করে দেখা হচ্ছে এবং দোষীদের আইনের আওতায় আনা হবে। স্থানীয় বাসিন্দারা এ ঘটনায় দ্রুত ব্যবস্থা নেওয়ার দাবি জানিয়েছেন। <box>589 196 693 244</box>
article-text: উন্নয়ন সহযোগীর সহায়তার কারণে হবে। এটা করতে পারলে প্যাকেজ সফল হবে। বিতরণ কোম্পানিগুলোর আর্থিক লোকসান পূরণ করার উদ্দেশ্যে দীর্ঘদিন ধরে সরকার এই কাজ করে যাচ্ছে। বিদ্যুৎ বিভাগের কর্মকর্তারা জানিয়েছেন, বিষয়টি মন্ত্রণালয়ের সিদ্ধান্তের ওপর নির্ভর করছে এবং আগামী মাসের মধ্যে বাস্তবায়নের পরিকল্পনা রয়েছে। <box>702 563 937 601</box>
headline: দুপচাঁচিয়া ডিএস ফাজিল মাদ্রাসার সাবেক অধ্যক্ষ আবু বক্করের স্ত্রীর ইন্তেকাল <box>591 660 691 711</box>
article-text: উন্নয়ন সহযোগীর সহায়তার কারণে হবে। এটা করতে পারলে প্যাকেজ সফল হবে। বিতরণ কোম্পানিগুলোর আর্থিক লোকসান পূরণ করার উদ্দেশ্যে দীর্ঘদিন ধরে সরকার এই কাজ করে যাচ্ছে। বিদ্যুৎ বিভাগের কর্মকর্তারা জানিয়েছেন, বিষয়টি মন্ত্রণালয়ের সিদ্ধান্তের ওপর নির্ভর করছে এবং আগামী মাসের মধ্যে বাস্তবায়নের পরিকল্পনা রয়েছে। <box>8 1014 230 1052</box>
arrested-group-photo <box>476 752 578 824</box>
article-text: কোম্পানিগুলোর পরিচালনা পর্ষদ নিয়মিত পর্যালোচনা করে থাকে। এর ফলে সাধারণ গ্রাহকের ওপর চাপ কমবে বলে আশা করা হচ্ছে। উপজেলা পর্যায়ে বিদ্যুৎ সরবরাহ নিরবচ্ছিন্ন রাখতে নতুন প্রকল্প নেওয়া হয়েছে এবং সংশ্লিষ্টরা কাজ শুরু করেছেন। <box>242 1172 360 1229</box>
article-text: পুলিশ জানায়, খবর পেয়ে ঘটনাস্থলে গিয়ে মরদেহ উদ্ধার করা হয়। ময়নাতদন্তের জন্য মরদেহ হাসপাতালের মর্গে পাঠানো হয়েছে। এ ঘটনায় থানায় একটি অপমৃত্যু মামলা হয়েছে। পরিবারের সদস্যরা জানান, দুপুরে স্বামীর সঙ্গে তার কথা কাটাকাটি হয়েছিল। <box>370 596 578 634</box>
tithi-box <box>708 1186 930 1220</box>
article-text: পুলিশ জানায়, খবর পেয়ে ঘটনাস্থলে গিয়ে মরদেহ উদ্ধার করা হয়। ময়নাতদন্তের জন্য মরদেহ হাসপাতালের মর্গে পাঠানো হয়েছে। এ ঘটনায় থানায় একটি অপমৃত্যু মামলা হয়েছে। পরিবারের সদস্যরা জানান, দুপুরে স্বামীর সঙ্গে তার কথা কাটাকাটি হয়েছিল। <box>8 422 230 450</box>
continued-note: (শেষ পাতার পর) <box>617 1035 665 1044</box>
libra-icon <box>822 1225 836 1239</box>
article-text: উন্নয়ন সহযোগীর সহায়তার কারণে হবে। এটা করতে পারলে প্যাকেজ সফল হবে। বিতরণ কোম্পানিগুলোর আর্থিক লোকসান পূরণ করার উদ্দেশ্যে দীর্ঘদিন ধরে সরকার এই কাজ করে যাচ্ছে। বিদ্যুৎ বিভাগের কর্মকর্তারা জানিয়েছেন, বিষয়টি মন্ত্রণালয়ের সিদ্ধান্তের ওপর নির্ভর করছে এবং আগামী মাসের মধ্যে বাস্তবায়নের পরিকল্পনা রয়েছে। <box>242 1092 360 1168</box>
masthead <box>8 4 937 62</box>
continued-note: (শেষ পাতার পর) <box>95 900 143 909</box>
sign-text: অর্থ আগম বাড়বে, দাম্পত্যে সুখ। <box>839 1254 932 1272</box>
article-text: উন্নয়ন সহযোগীর সহায়তার কারণে হবে। এটা করতে পারলে প্যাকেজ সফল হবে। বিতরণ কোম্পানিগুলোর আর্থিক লোকসান পূরণ করার উদ্দেশ্যে দীর্ঘদিন ধরে সরকার এই কাজ করে যাচ্ছে। বিদ্যুৎ বিভাগের কর্মকর্তারা জানিয়েছেন, বিষয়টি মন্ত্রণালয়ের সিদ্ধান্তের ওপর নির্ভর করছে এবং আগামী মাসের মধ্যে বাস্তবায়নের পরিকল্পনা রয়েছে। <box>370 304 578 352</box>
gemini-icon <box>706 1276 720 1290</box>
aquarius-icon <box>822 1317 836 1331</box>
horoscope-date: ২১ সেপ্টেম্বর ২০২১ <box>778 1059 860 1070</box>
horoscope-intro: সংশ্লিষ্ট কর্তৃপক্ষ জানিয়েছে, বিষয়টি তদন্ত করে দেখা হচ্ছে এবং দোষীদের আইনের আওতায় আনা হবে। স্থানীয় বাসিন্দারা এ ঘটনায় দ্রুত ব্যবস্থা নেওয়ার দাবি জানিয়েছেন। <box>708 1089 930 1117</box>
headline: পথে পথে চুরি <box>432 513 516 532</box>
article-text: সংশ্লিষ্ট কর্তৃপক্ষ জানিয়েছে, বিষয়টি তদন্ত করে দেখা হচ্ছে এবং দোষীদের আইনের আওতায় আনা হবে। স্থানীয় বাসিন্দারা এ ঘটনায় দ্রুত ব্যবস্থা নেওয়ার দাবি জানিয়েছেন। <box>589 1118 693 1165</box>
divider <box>702 198 937 199</box>
divider <box>702 394 937 395</box>
article-text: সংশ্লিষ্ট কর্তৃপক্ষ জানিয়েছে, বিষয়টি তদন্ত করে দেখা হচ্ছে এবং দোষীদের আইনের আওতায় আনা হবে। স্থানীয় বাসিন্দারা এ ঘটনায় দ্রুত ব্যবস্থা নেওয়ার দাবি জানিয়েছেন। <box>370 193 578 222</box>
headline: যমজ ছেলেকে এসপি অফিসে <box>732 399 907 418</box>
divider <box>589 1016 693 1017</box>
divider <box>370 398 578 399</box>
byline: উলিপুর প্রতিনিধি : <box>589 113 643 122</box>
sign-text: রিক্ত হতে পারেন, সতর্ক থাকুন। <box>723 1316 802 1334</box>
article-text: উন্নয়ন সহযোগীর সহায়তার কারণে হবে। এটা করতে পারলে প্যাকেজ সফল হবে। বিতরণ কোম্পানিগুলোর আর্থিক লোকসান পূরণ করার উদ্দেশ্যে দীর্ঘদিন ধরে সরকার এই কাজ করে যাচ্ছে। বিদ্যুৎ বিভাগের কর্মকর্তারা জানিয়েছেন, বিষয়টি মন্ত্রণালয়ের সিদ্ধান্তের ওপর নির্ভর করছে এবং আগামী মাসের মধ্যে বাস্তবায়নের পরিকল্পনা রয়েছে। <box>8 564 230 602</box>
headline: 'মেট্রোরেলের ভাড়ার প্রস্তাব <box>737 532 902 551</box>
headline: জেএসসি-জেডিসিশিক্ষার্থীরা <box>35 285 203 304</box>
sign-text: শিক্ষায় সাফল্য, দূরে ভ্রমণ দিন। <box>736 1254 814 1262</box>
column-4 <box>589 66 693 1511</box>
divider <box>242 436 360 437</box>
zodiac-sign: ধনু : শারীরিক সমস্যা, আত্মীয় থেকে সাহায্য। <box>822 1275 932 1294</box>
article-text: সংশ্লিষ্ট কর্তৃপক্ষ জানিয়েছে, বিষয়টি তদন্ত করে দেখা হচ্ছে এবং দোষীদের আইনের আওতায় আনা হবে। স্থানীয় বাসিন্দারা এ ঘটনায় দ্রুত ব্যবস্থা নেওয়ার দাবি জানিয়েছেন। <box>8 945 230 973</box>
newspaper-logo <box>26 6 123 61</box>
article-text: সংশ্লিষ্ট কর্তৃপক্ষ জানিয়েছে, বিষয়টি তদন্ত করে দেখা হচ্ছে এবং দোষীদের আইনের আওতায় আনা হবে। স্থানীয় বাসিন্দারা এ ঘটনায় দ্রুত ব্যবস্থা নেওয়ার দাবি জানিয়েছেন। <box>370 679 578 707</box>
